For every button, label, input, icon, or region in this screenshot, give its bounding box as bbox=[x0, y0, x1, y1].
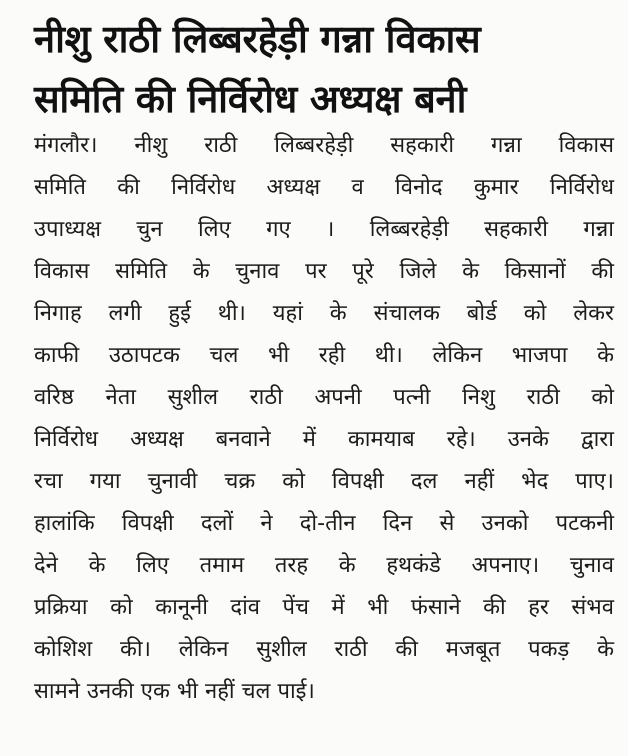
headline-line-2: समिति की निर्विरोध अध्यक्ष बनी bbox=[34, 77, 467, 121]
body-line-13: कोशिश की। लेकिन सुशील राठी की मजबूत पकड़ के bbox=[34, 637, 614, 662]
body-line-3: उपाध्यक्ष चुन लिए गए । लिब्बरहेड़ी सहकारी गन्ना bbox=[34, 217, 614, 242]
body-line-4: विकास समिति के चुनाव पर पूरे जिले के किसानों की bbox=[34, 259, 614, 284]
body-line-9: रचा गया चुनावी चक्र को विपक्षी दल नहीं भेद पाए। bbox=[34, 469, 614, 494]
body-line-11: देने के लिए तमाम तरह के हथकंडे अपनाए। चुनाव bbox=[34, 553, 614, 578]
body-line-8: निर्विरोध अध्यक्ष बनवाने में कामयाब रहे। उनके द्वारा bbox=[34, 427, 614, 452]
body-line-7: वरिष्ठ नेता सुशील राठी अपनी पत्नी निशु राठी को bbox=[34, 385, 614, 410]
headline-line-1: नीशु राठी लिब्बरहेड़ी गन्ना विकास bbox=[34, 17, 481, 61]
body-line-10: हालांकि विपक्षी दलों ने दो-तीन दिन से उनको पटकनी bbox=[34, 511, 614, 536]
body-line-12: प्रक्रिया को कानूनी दांव पेंच में भी फंसाने की हर संभव bbox=[34, 595, 614, 620]
body-line-6: काफी उठापटक चल भी रही थी। लेकिन भाजपा के bbox=[34, 343, 614, 368]
body-line-2: समिति की निर्विरोध अध्यक्ष व विनोद कुमार निर्विरोध bbox=[34, 175, 614, 200]
body-line-1: मंगलौर। नीशु राठी लिब्बरहेड़ी सहकारी गन्ना विकास bbox=[34, 133, 614, 158]
body-line-5: निगाह लगी हुई थी। यहां के संचालक बोर्ड को लेकर bbox=[34, 301, 614, 326]
body-line-14: सामने उनकी एक भी नहीं चल पाई। bbox=[34, 679, 315, 704]
